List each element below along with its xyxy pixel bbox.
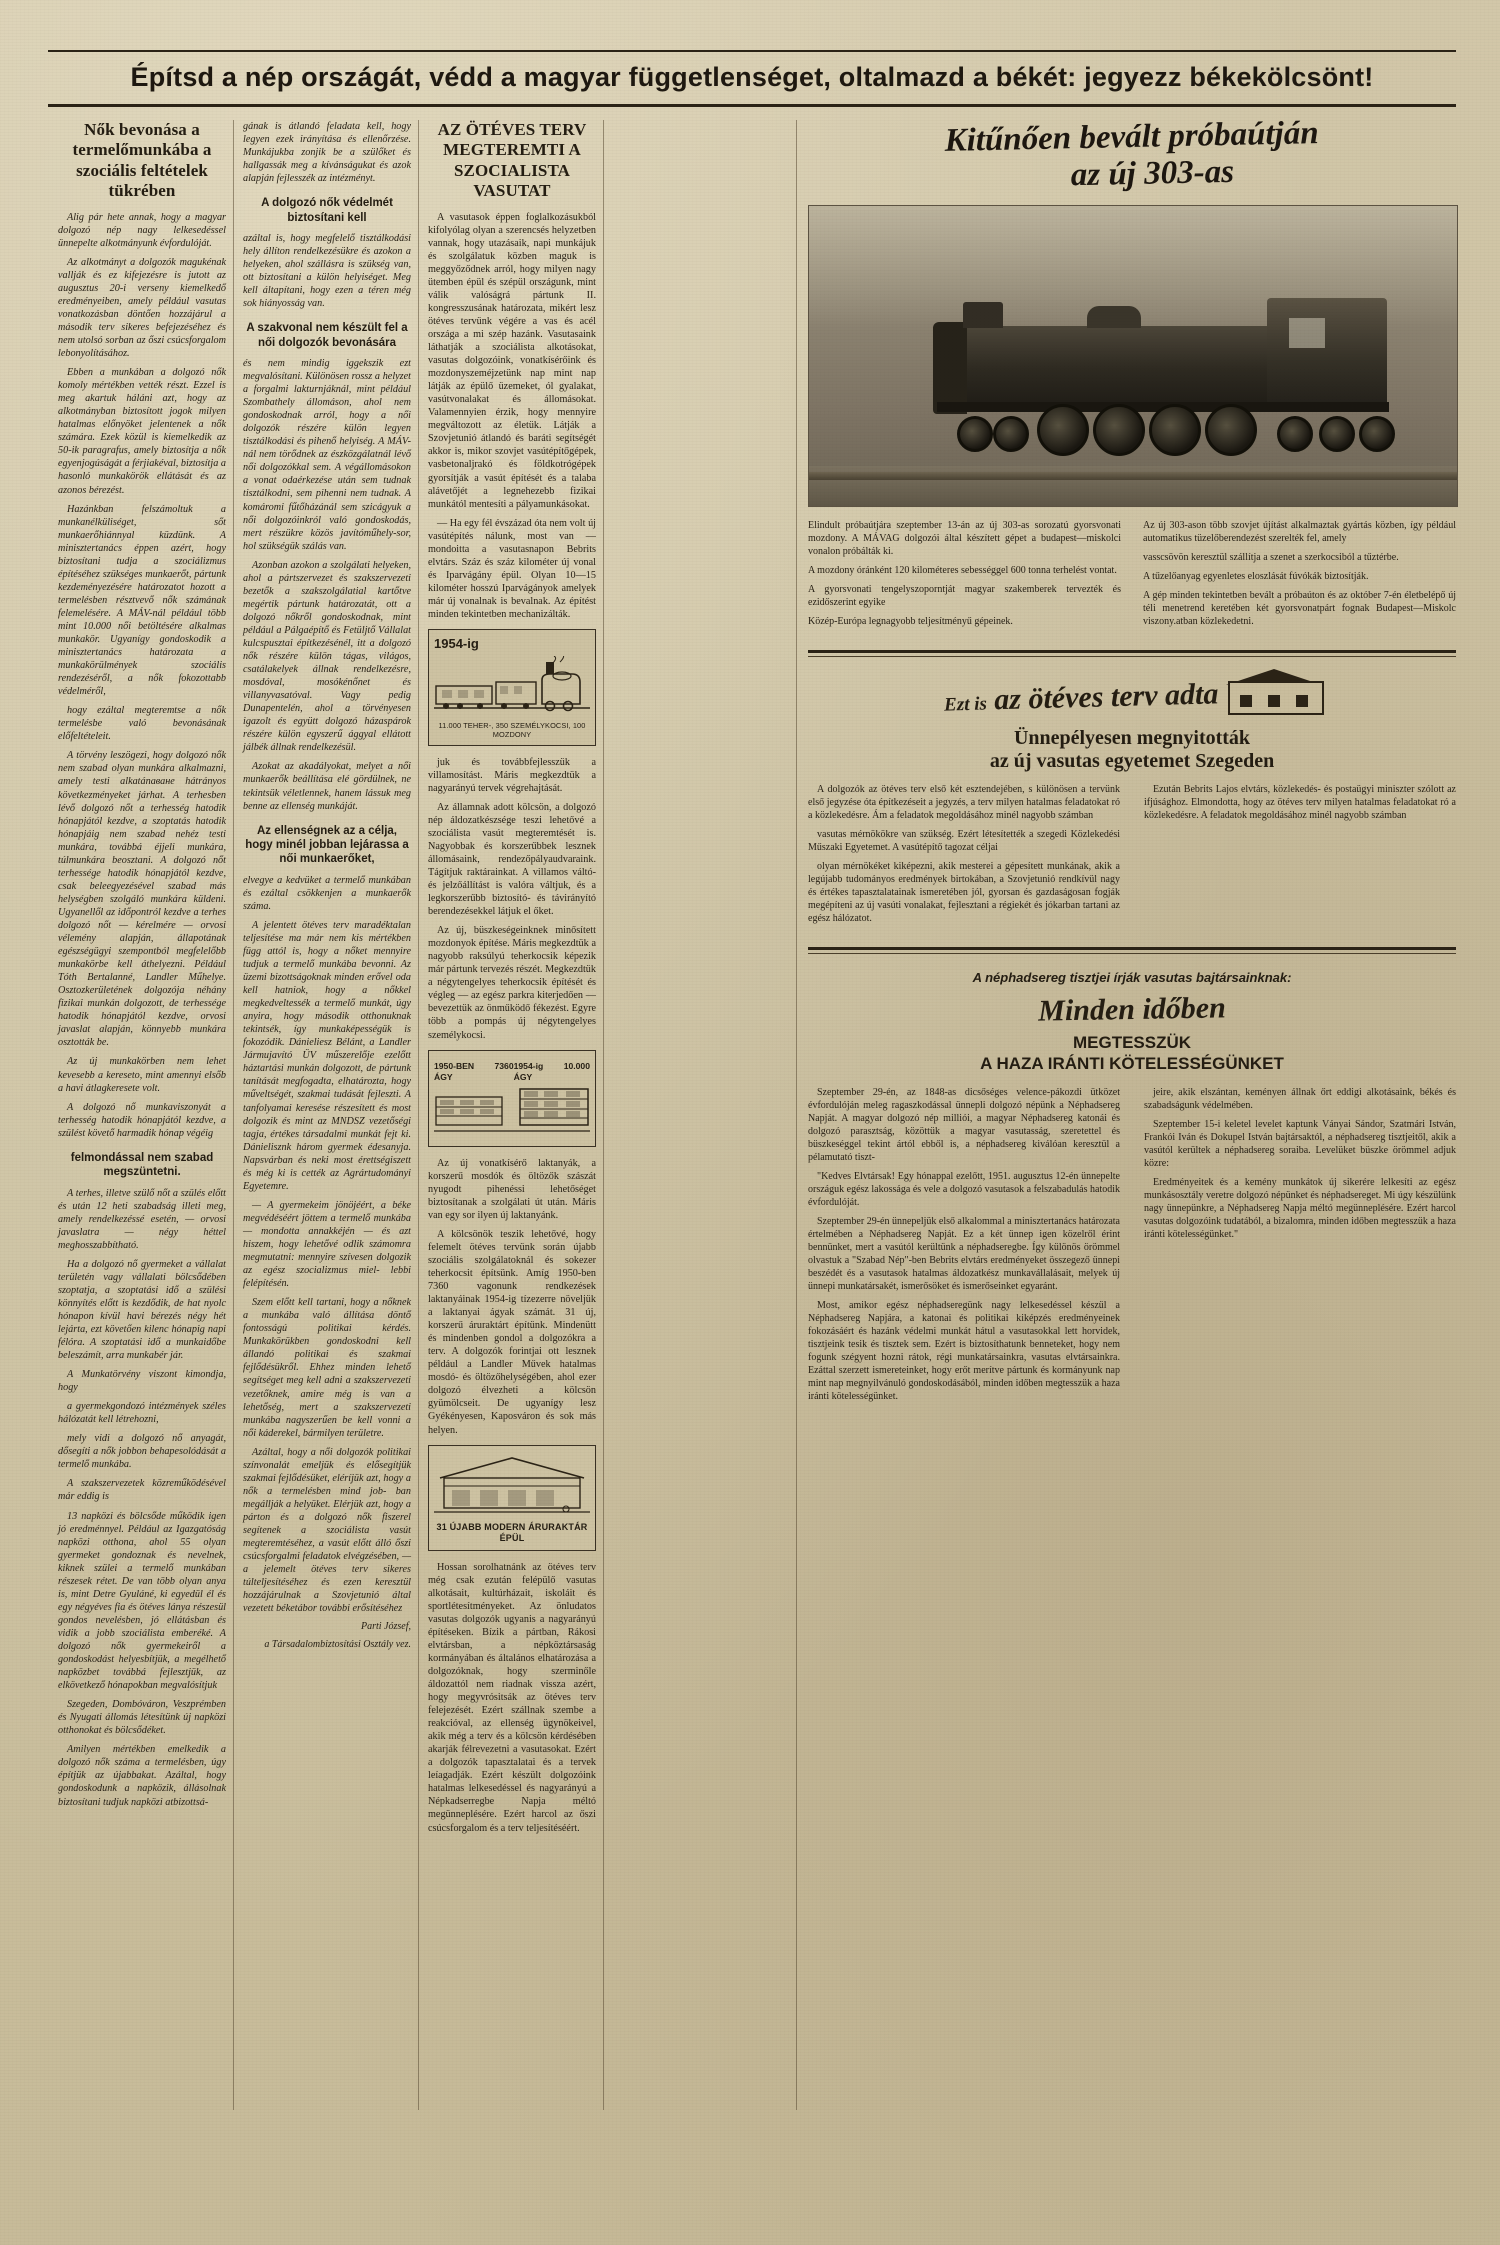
paragraph: Ebben a munkában a dolgozó nők komoly mértékben vették részt. Ezzel is meg akartuk háláni azt, hogy az alkotmányban biztosított jogok milyen hatalmas előnyöket jelentenek a nők számára. Ezek közül is kiemelkedik az 50-ik paragrafus, amely biztosítja a nők egyenjogúságát a férjiakéval, biztosítja a hasonló munkakörök ellátását és az azonos bérezést. — [58, 367, 226, 496]
paragraph: Szeptember 15-i keletel levelet kaptunk Ványai Sándor, Szatmári István, Frankói Iván és Dokupel István bajtársaktól, a néphadsereg tisztjeitől, akik a vasútól kerültek a néphadsereg soraiba. Levelüket büszke örömmel adjuk közre: — [1144, 1119, 1456, 1170]
figure-beds-label-left: 1950-BEN 7360 ÁGY — [434, 1060, 514, 1082]
university-headline — [808, 727, 1456, 773]
column-1 — [58, 120, 226, 1815]
paragraph: Azonban azokon a szolgálati helyeken, ahol a pártszervezet és szakszervezeti bezetők a szakszolgálatial kartőtve megértik pártunk határozatát, ott a dolgozó nőkről gondoskodnak, mint például a Pálgaépítő és Fetüljtő Vállalat kulcspusztai építkezésénél, itt a dolgozó nők részére külön tágas, világos, csatálakelyek állnak rendelkezésre, mosdóval, mosókénőnet és villanyvasatóval. Vagy pedig Dunapentelén, ahol a törvényesen igazolt és együtt dolgozó házaspárok részére külön egyszerű ággyal ellátott jálbék állnak rendelkezésül. — [243, 559, 411, 754]
locomotive-wheel — [993, 416, 1029, 452]
train-illustration — [434, 656, 590, 718]
figure-beds — [428, 1050, 596, 1147]
army-lead: A néphadsereg tisztjei írják vasutas bajtársainknak: — [972, 970, 1292, 986]
paragraph: és nem mindig iggekszik ezt megvalósítani. Különösen rossz a helyzet a forgalmi lakturnjáknál, mint például Szombathely állomáson, ahol nem gondoskodnak arról, hogy a női dolgozók részére külön legyen tisztálkodási és pihenő helyiség. A MÁV-nál nem törődnek az észközgálatnál lévő női dolgozókkal sem. A végállomásokon a vonat odaérkezése után sem tudnak tisztálkodni, sem pihenni nem tudnak. A komáromi fűtőházánál sem szicágyuk a női dolgozóinkról való gondoskodás, mert részükre közös javítóműhely-sor, hol szükségük szálás van. — [243, 358, 411, 552]
section-divider-thick — [808, 650, 1456, 653]
locomotive-caption-col-left — [808, 519, 1121, 634]
section-divider-thick-2 — [808, 947, 1456, 950]
paragraph: Azáltal, hogy a női dolgozók politikai színvonalát emeljük és elősegítjük szakmai fejlődésüket, eléríjük azt, hogy a nők a termelésben mind job- ban megállják a helyüket. Elérjük azt, hogy a párton és a dolgozó nők fiszerel segítenek a szociálista vasút megteremtéséhez, a vasút előtt álló őszi csúcsforgalmi feladatok elvégzésében, — a jelemelt ötéves terv sikeres túlteljesítéséhez és ezen keresztül hozzájárulnak a Szovjetunió által vezetett béketábor további erősítéséhez — [243, 1446, 411, 1615]
paragraph: Elindult próbaútjára szeptember 13-án az új 303-as sorozatú gyorsvonati mozdony. A MÁVAG dolgozói által készített gépet a budapest—miskolci vonalon próbálták ki. — [808, 520, 1121, 558]
paragraph: — Ha egy fél évszázad óta nem volt új vasútépítés nálunk, most van — mondoitta a vasutasnapon Bebrits elvtárs. Száz és száz kilométer új vonal és Iparvágány épül. Olyan 10—15 kilométer hosszú Iparvágányok amelyek már új vonalnak is bevalnak. Az építést minden tekintetben mechanizálták. — [428, 517, 596, 620]
masthead-slogan: Építsd a nép országát, védd a magyar függetlenséget, oltalmazd a békét: jegyezz békekölcsönt! — [130, 62, 1374, 92]
locomotive-caption-col-right — [1143, 519, 1456, 634]
subheading: Az ellenségnek az a célja, hogy minél jobban lejárassa a női munkaerőket, — [245, 824, 409, 866]
paragraph: A dolgozók az ötéves terv első két esztendejében, s különösen a tervünk első jegyzése óta építkezéseit a jegyzés, a terv milyen hatalmas feladatokat ró a közlekedésre. Ám a feladatok megoldásához minél nagyobb számban — [808, 784, 1120, 822]
locomotive-wheel — [1359, 416, 1395, 452]
paragraph: Szegeden, Dombóváron, Veszprémben és Nyugati állomás létesítünk új napközi otthonokat és bölcsődéket. — [58, 1699, 226, 1737]
beds-illustration — [434, 1083, 590, 1141]
paragraph: A Munkatörvény viszont kimondja, hogy — [58, 1369, 226, 1394]
article-headline-women: Nők bevonása a termelőmunkába a szociális feltételek tükrében — [72, 120, 212, 201]
university-body-col1 — [808, 783, 1120, 931]
paragraph: Hossan sorolhatnánk az ötéves terv még csak ezután felépülő vasutas alkotásait, kultúrházait, iskoláit és sportlétesítményeket. Az önludatos vasutas dolgozók ugyanis a nagyarányú építéseken. Bízik a pártban, Rákosi elvtársban, a népköztársaság kormányában és általános elhatározása a dolgozóknak, hogy szerminőle áldozattól nem riadnak vissza azért, hogy megyvrósitsák az ötéves terv felejezését. Ezért szállnak szembe a reakcióval, az ellenség ügynökeivel, akik még a terv és a kölcsön kérdésében akarják félrevezetni a vasutasokat. Ezért a dolgozók tapasztalatai és a tervek leíagadják. Ezért készült dolgozóink hatalmas lelkesedéssel és nagyarányú a Népkadserregbe Napja méltó megünneplésére. Ezért harcol az őszi csúcsforgalom és a terv teljesítéséért. — [428, 1561, 596, 1834]
locomotive-boiler — [957, 326, 1287, 404]
university-ad-header — [808, 669, 1456, 715]
paragraph: A dolgozó nő munkaviszonyát a terhesség hatodik hónapjától kezdve, a szülést követő harmadik hónap végéig — [58, 1101, 226, 1139]
figure-train-caption: 11.000 TEHER-, 350 SZEMÉLYKOCSI, 100 MOZDONY — [438, 720, 586, 740]
building-window — [1296, 695, 1308, 707]
locomotive-headline-line2: az új 303-as — [1070, 153, 1235, 193]
army-bold-headline — [808, 1033, 1456, 1074]
paragraph: juk és továbbfejlesszük a villamosítást. Máris megkezdtük a nagyarányú tervek végrehajtását. — [428, 756, 596, 794]
locomotive-cab — [1267, 298, 1387, 406]
locomotive-photo — [808, 205, 1458, 507]
paragraph: A törvény leszögezi, hogy dolgozó nők nem szabad olyan munkára alkalmazni, amely testi alkatánaване hátrányos következményeket járhat. A terhesben lévő dolgozó nőt a terhesség hatodik hónapjától kezdve, a szoptatás hatodik hónapjáig nem szabad nehéz testi munkára, továbbá éjjeli munkára, túlmunkára beosztani. A dolgozó nőt terhessége hatodik hónapjától kezdve, csak beleegyezésével szabad más helységben szolgáló munkára küldeni. Ugyanellől az időpontról kezdve a terhes dolgozó nőt — kérelmére — orvosi vélemény alapján, állapotának egészségügyi szempontból megfelelőbb munkakörbe kell áthelyezni. Például Tóth Bertalanné, Landler Műhelye. Osztozkerületének dolgozója néhány fizikai munkán dolgozott, de terhessége hatodik hónapjától kezdve, orvosi javaslat alapján, könnyebb munkára osztották be. — [58, 750, 226, 1049]
university-headline-line2: az új vasutas egyetemet Szegeden — [989, 750, 1275, 773]
paragraph: — A gyermekeim jönöjéért, a béke megvédéséért jöttem a termelő munkába — mondotta annakkéjén — és azt hiszem, hogy lehetővé odlik számomra megmutatni: mennyire szívesen dolgozik az egész szocializmus miel- lebbi felépítésén. — [243, 1199, 411, 1290]
column-rule-2 — [418, 120, 419, 2110]
locomotive-graphic — [837, 286, 1397, 466]
section-divider-thin — [808, 656, 1456, 657]
masthead — [48, 50, 1456, 107]
university-body-col2 — [1144, 783, 1456, 931]
paragraph: azáltal is, hogy megfelelő tisztálkodási hely állíton rendelkezésükre és azokon a helyeken, ahol szállásra is szükség van, ott biztosítani a külön helyiséget. Meg kell áltapítani, hogy ezen a téren még sok hiányosság van. — [243, 232, 411, 310]
paragraph: a gyermekgondozó intézmények széles hálózatát kell létrehozni, — [58, 1401, 226, 1426]
paragraph: Közép-Európa legnagyobb teljesítményű gépeinek. — [808, 616, 1013, 628]
paragraph: 13 napközi és bölcsőde működik igen jó eredménnyel. Például az Igazgatóság napközi otthona, ahol 55 olyan gyermeket gondoznak és nevelnek, kiknek szülei a termelő munkában részesek rétet. De van több olyan anya is, mint Detre Gyuláné, ki egyedül él és egy négyéves fia és ötéves lánya részesül gondos nevelésben, jó ellátásban és vidik a jobb szociálista emberéké. A dolgozó nők gyermekeiről a gondoskodást helyesbítjük, a megélhető napközbet továbbá fejlesztjük, az elkövetkező hónapokban megvalósítjuk — [58, 1510, 226, 1692]
locomotive-wheel — [1319, 416, 1355, 452]
locomotive-wheel — [1149, 404, 1201, 456]
paragraph: mely vidi a dolgozó nő anyagát, dősegíti a nők jobbon behapesolódását a termelő munkába. — [58, 1433, 226, 1471]
article-headline-railway: AZ ÖTÉVES TERV MEGTEREMTI A SZOCIALISTA VASUTAT — [437, 120, 587, 201]
paragraph: Amilyen mértékben emelkedik a dolgozó nők száma a termelésben, úgy építjük az újabbakat. Azáltal, hogy gondoskodunk a napközik, állásolnak biztosítani tudjuk napközi atbizottsá- — [58, 1744, 226, 1808]
paragraph: A gyorsvonati tengelyszoporntját magyar szakemberek tervezték és ezidőszerint egyike — [808, 584, 1121, 609]
paragraph: gának is átlandó feladata kell, hogy legyen ezek irányítása és ellenőrzése. Munkájukba zonjik be a szülőket és hallgassák meg a kívánságukat és azok alapján fejlesszék az intézményt. — [243, 121, 411, 185]
paragraph: A szakszervezetek közreműködésével már eddig is — [58, 1478, 226, 1503]
paragraph: A mozdony óránként 120 kilométeres sebességgel 600 tonna terhelést vontat. — [808, 565, 1117, 577]
paragraph: Az új 303-ason több szovjet újítást alkalmaztak gyártás közben, így például automatikus tüzelőberendezést szerelték fel, amely — [1143, 520, 1456, 545]
figure-beds-labels — [434, 1061, 590, 1083]
subheading: A szakvonal nem készült fel a női dolgozók bevonására — [246, 322, 408, 349]
army-body — [808, 1086, 1456, 1409]
army-bold-line1: MEGTESSZÜK — [1072, 1033, 1192, 1053]
locomotive-chimney — [963, 302, 1003, 328]
locomotive-dome — [1087, 306, 1141, 328]
locomotive-wheel — [957, 416, 993, 452]
paragraph: Az új, büszkeségeinknek minősített mozdonyok építése. Máris megkezdtük a nagyobb raksúlyú teherkocsik képezik már pártunk tervezés részét. Megkezdtük a négytengelyes teherkocsik építését és végleg — az egész parkra kiterjedően — bevezettük az önműködő fékezést. Egyre több a pompás új négytengelyes személykocsi. — [428, 925, 596, 1041]
locomotive-wheel — [1277, 416, 1313, 452]
paragraph: vasscsövön keresztül szállítja a szenet a szerkocsiból a tűztérbe. — [1143, 552, 1399, 564]
paragraph: A tűzelőanyag egyenletes eloszlását fúvókák biztosítják. — [1143, 571, 1369, 583]
paragraph: A terhes, illetve szülő nőt a szülés előtt és után 12 heti szabadság illeti meg, amely rendelkezéssé esetén, — orvosi javaslatra — négy héttel meghosszabbítható. — [58, 1187, 226, 1251]
paragraph: Eredményeitek és a kemény munkátok új sikerére lelkesíti az egész munkásosztály veretre dolgozó népünket és néphadsereget. Mi úgy készülünk nagy ünnepünkre, a Néphadsereg Napja méltó megünneplésére. Ezért harcol vasutas dolgozóink tudatából, a bizalomra, minden időben megtesszük a haza iránti kötelességünket." — [1144, 1177, 1456, 1241]
paragraph: Az alkotmányt a dolgozók magukénak vallják és ez kifejezésre is jutott az augusztus 20-i verseny kiemelkedő eredményeiben, amely például vasutas vonatkozásban döntően hozzájárul a második terv sikeres befejezéséhez és nem utolsó sorban az őszi csúcsforgalom lebonyolításához. — [58, 256, 226, 360]
locomotive-smokebox — [933, 322, 967, 414]
paragraph: Most, amikor egész néphadseregünk nagy lelkesedéssel készül a Néphadsereg Napjára, a katonai és politikai kiképzés eredményeinek fokozásáért és hazánk védelmi munkát hátul a vasutasokkal lett horvidek, tisztjeink tesik és tisztek sem. Ezért is biztosíthatunk benneteket, hogy nem fogunk szégyent hozni rátok, régi munkatársainkra, vasutas elvtársainkra. Ezáttal szerzett ismereteinket, hogy erőt merítve pártunk és kormányunk nap mint nap megnyilvánuló gondoskodásából, minden időben megtesszük a haza iránti kötelességünket. — [808, 1300, 1120, 1403]
paragraph: Szem előtt kell tartani, hogy a nőknek a munkába való állítása döntő fontosságú politikai kérdés. Munkakörükben gondoskodni kell állandó politikai és szakmai fejlődésükről. Ehhez minden lehető segítséget meg kell adni a szakszervezeti vezetőknek, amire még is van a lehetőség, mert a szakszervezeti munkába nagyszerűen be kell vonni a női káderekel, bármilyen területre. — [243, 1297, 411, 1439]
figure-beds-label-right: 1954-ig 10.000 ÁGY — [513, 1060, 590, 1082]
building-icon — [1228, 669, 1320, 715]
paragraph: Ha a dolgozó nő gyermeket a vállalat területén vagy vállalati bölcsődében szoptatja, a szoptatási idő a szülési könnyítés előtt is kezdődik, de hat nyolc hónapon kívül havi bérezés négy hét lejárta, ezt követően kilenc hónapig napi félóra. A szoptatási idő a munkaidőbe beleszámít, arra munkabér jár. — [58, 1258, 226, 1362]
masthead-rule-bottom — [48, 104, 1456, 107]
paragraph: Szeptember 29-én, az 1848-as dicsőséges velence-pákozdi ütközet évfordulóján meleg ragaszkodással ünnepli dolgozó népünk a Néphadsereg Napját. A magyar dolgozó nép milliói, a magyar Néphadsereg katonái és dolgozó parasztság, közöttük a magyar vasutasság, szeretettel és büszkeséggel tekint ártól ebből is, a néphadsereg kiválóan keresztül a pélamutató tiszt- — [808, 1087, 1120, 1164]
paragraph: A vasutasok éppen foglalkozásukból kifolyólag olyan a szerencsés helyzetben vannak, hogy utazásaik, napi munkájuk és szolgálatuk közben maguk is meggyőződnek arról, hogy milyen nagy ütemben épül és szépül országunk, mint válik valóságrá pártunk II. kongresszusának határozata, mikért lesz ötéves tervünk végére a vas és acél országa a mi szép hazánk. Vasutasaink láthatják a szociálista alkotásokat, vasutas dolgozóink, vonatkísérőink és mozdonyszeméjzetünk nap mint nap látják az épülő üzemeket, ól gyalakat, vasútvonalakat és állomásokat. Valamennyien érzik, hogy mennyire megváltozott az életük. Látják a Szovjetunió átlandó és baráti segítségét akkor is, mikor szovjet vasútépítőgépek, vasbetonaljrakó és földkotrógépek gyorsítják a vasút építését és a talaba alávetőjét a legnehezebb fizikai munkától mentesíti a pályamunkásokat. — [428, 211, 596, 510]
university-headline-line1: Ünnepélyesen megnyitották — [1013, 727, 1251, 750]
subheading: A dolgozó nők védelmét biztosítani kell — [261, 197, 393, 224]
paragraph: Ezután Bebrits Lajos elvtárs, közlekedés- és postaügyi miniszter szólott az ifjúsághoz. Elmondotta, hogy az ötéves terv milyen hatalmas feladatokat ró a közlekedésre. A feladatok megoldásához minél nagyobb számban — [1144, 784, 1456, 822]
locomotive-wheel — [1205, 404, 1257, 456]
column-3 — [428, 120, 596, 1841]
paragraph: "Kedves Elvtársak! Egy hónappal ezelőtt, 1951. augusztus 12-én ünnepelte országuk egész lakossága és vele a dolgozó vasutasok a felszabadulás hatodik évfordulóját. — [808, 1171, 1120, 1209]
photo-rail — [809, 472, 1457, 480]
army-body-col2 — [1144, 1086, 1456, 1409]
locomotive-headline — [807, 113, 1456, 198]
locomotive-wheel — [1037, 404, 1089, 456]
masthead-rule-top — [48, 50, 1456, 52]
column-rule-3 — [603, 120, 604, 2110]
army-script-headline: Minden időben — [1037, 991, 1227, 1028]
paragraph: A jelentett ötéves terv maradéktalan teljesítése ma már nem kis mértékben függ attól is, hogy a nőket mennyire tudjuk a termelő munkába bevonni. Az üzemi bizottságoknak minden erővel oda kell hatniok, hogy a nőkkel megkedveltessék a termelő munkát, úgy anyira, hogy második otthonuknak tekintsék, így munkaképességük is fokozódik. Dánieliesz Bélánt, a Landler Jármujavító ÜV műszerelője ezelőtt háztartási munkán dolgozott, de pártunk tanítását megfogadta, elhatározta, hogy műveltségét, szakmai tudását fejleszti. A tanfolyamai keresése részesített és most dolgozik és mint az MNDSZ vezetőségi tagja, értékes társadalmi munkát fejt ki. Dánielisznk három gyermek édesanyja. Napsvárban és neki most érettségiszett és még ki is cették az Agrártudományi Egyetemre. — [243, 919, 411, 1192]
figure-depot-caption: 31 ÚJABB MODERN ÁRURAKTÁR ÉPÜL — [436, 1521, 588, 1544]
paragraph: Az új munkakörben nem lehet kevesebb a kereseto, mint amennyi elsőb a havi átlagkeresete volt. — [58, 1056, 226, 1094]
figure-train-title: 1954-ig — [434, 636, 479, 652]
locomotive-wheel — [1093, 404, 1145, 456]
army-body-col1 — [808, 1086, 1120, 1409]
content-columns — [48, 115, 1456, 2200]
paragraph: Hazánkban felszámoltuk a munkanélküliséget, sőt munkaerőhiánnyal küzdünk. A minisztertanács éppen azért, hogy biztosítani tudja a szociálizmus építéséhez szükséges munkaerőt, pártunk kezdeményezésére határozatot hozott a termelésben résztvevő nők számának felemelésére. A MÁV-nál például több mint 10.000 női betöltésére alkalmas munkakör. Ugyanígy gondoskodik a minisztertanács határozata a munkakörülmények szociális rendezéséről, a nők fokozottabb védelméről, — [58, 503, 226, 698]
byline-role: a Társadalombiztosítási Osztály vez. — [264, 1639, 411, 1651]
subheading: felmondással nem szabad megszüntetni. — [70, 1151, 214, 1179]
paragraph: A gép minden tekintetben bevált a próbaúton és az október 7-én életbelépő új téli menetrend keretében két gyorsvonatpárt fognak Budapest—Miskolc viszony.atban közlekedetni. — [1143, 590, 1456, 628]
locomotive-headline-line1: Kitűnően bevált próbaútján — [944, 115, 1319, 159]
figure-train — [428, 629, 596, 746]
paragraph: elvegye a kedvüket a termelő munkában és ezáltal csökkenjen a munkaerők száma. — [243, 874, 411, 912]
locomotive-caption-columns — [808, 519, 1456, 634]
column-2 — [243, 120, 411, 1652]
paragraph: Azokat az akadályokat, melyet a női munkaerők beállítása elé gördülnek, ne tekintsük véletlennek, hanem lássuk meg benne az ellenség munkáját. — [243, 761, 411, 812]
paragraph: Alig pár hete annak, hogy a magyar dolgozó nép nagy lelkesedéssel ünnepelte alkotmányunk évfordulóját. — [58, 211, 226, 249]
university-ad-script-small: Ezt is — [943, 693, 987, 716]
army-bold-line2: A HAZA IRÁNTI KÖTELESSÉGÜNKET — [980, 1053, 1284, 1073]
building-window — [1240, 695, 1252, 707]
column-rule-1 — [233, 120, 234, 2110]
right-section — [808, 115, 1456, 1409]
paragraph: Az államnak adott kölcsön, a dolgozó nép áldozatkészsége teszi lehetővé a szociálista vasút megteremtését is. Nagyobbak és korszerűbbek lesznek állomásaink, rendezőpályaudvaraink. Tágítjuk raktárainkat. A villamos váltó- és jelzőállítást is valóra váltjuk, és a legkorszerűbb biztosító- és távirányító berendezésekkel látjuk el őket. — [428, 801, 596, 918]
university-body — [808, 783, 1456, 931]
paragraph: jeire, akik elszántan, keményen állnak őrt eddigi alkotásaink, békés és szabadságunk védelmében. — [1144, 1087, 1456, 1112]
paragraph: Szeptember 29-én ünnepeljük első alkalommal a minisztertanács határozata értelmében a Néphadsereg Napját. Ez a két ünnep igen közelről érint bennünket, mert a vasútól kerültünk a néphadseregbe. Így különös örömmel olvastuk a "Szabad Nép"-ben Bebrits elvtárs eredményeket összegező ünnepi beszédét és a vasutasok hatalmas áldozatkész munkavállalásait, melyek új ünnepi munkatársakét, ismerősöket és ismerőseinket egyaránt. — [808, 1216, 1120, 1293]
paragraph: hogy ezáltal megteremtse a nők termelésbe való bevonásának előfeltételeit. — [58, 705, 226, 743]
building-window — [1268, 695, 1280, 707]
university-ad-script — [943, 678, 1218, 719]
depot-illustration — [434, 1452, 590, 1518]
column-rule-4 — [796, 120, 797, 2110]
byline: Parti József, — [361, 1621, 411, 1633]
paragraph: Az új vonatkísérő laktanyák, a korszerű mosdók és öltözők szászát nyugodt pihenéssi lehetőséget biztosítanak a szolgálati út után. Máris van egy sor ilyen új laktanyánk. — [428, 1157, 596, 1221]
paragraph: vasutas mérnökökre van szükség. Ezért létesítették a szegedi Közlekedési Műszaki Egyetemet. A vasútépítő tagozat céljai — [808, 829, 1120, 854]
paragraph: olyan mérnökéket kiképezni, akik mesterei a gépesített munkának, akik a legújabb tudományos eredmények birtokában, a Szovjetunió rendkívül nagy és értékes tapasztalatainak ismeretében jól, gyorsan és gazdaságosan fogják megépíteni az új vasúti vonalakat, fejlesztani a régiekét és jókarban tartani az egész hálózatot. — [808, 861, 1120, 925]
paragraph: A kölcsönök teszik lehetővé, hogy felemelt ötéves tervünk során újabb szociális szolgálatoknál és sokezer teherkocsit építsünk. Amíg 1950-ben 7360 vagonunk rendkezések laktanyáinak 1954-ig tízezerre növeljük a laktanyai ágyak számát. 31 új, korszerű áruraktárt építünk. Mindenütt és mindenben gondol a dolgozókra a terv. A dolgozók forintjai ott lesznek például a Landler Művek hatalmas mosdó- és öltözőhelységében, ahol ezer dolgozó élvezheti a kölcsön gyümölcseit. De ugyanígy lesz Gyékényesen, Kaposváron és sok más helyen. — [428, 1228, 596, 1436]
figure-depot — [428, 1445, 596, 1551]
university-ad-script-big: az ötéves terv adta — [993, 677, 1219, 717]
locomotive-cab-window — [1289, 318, 1325, 348]
section-divider-thin-2 — [808, 953, 1456, 954]
